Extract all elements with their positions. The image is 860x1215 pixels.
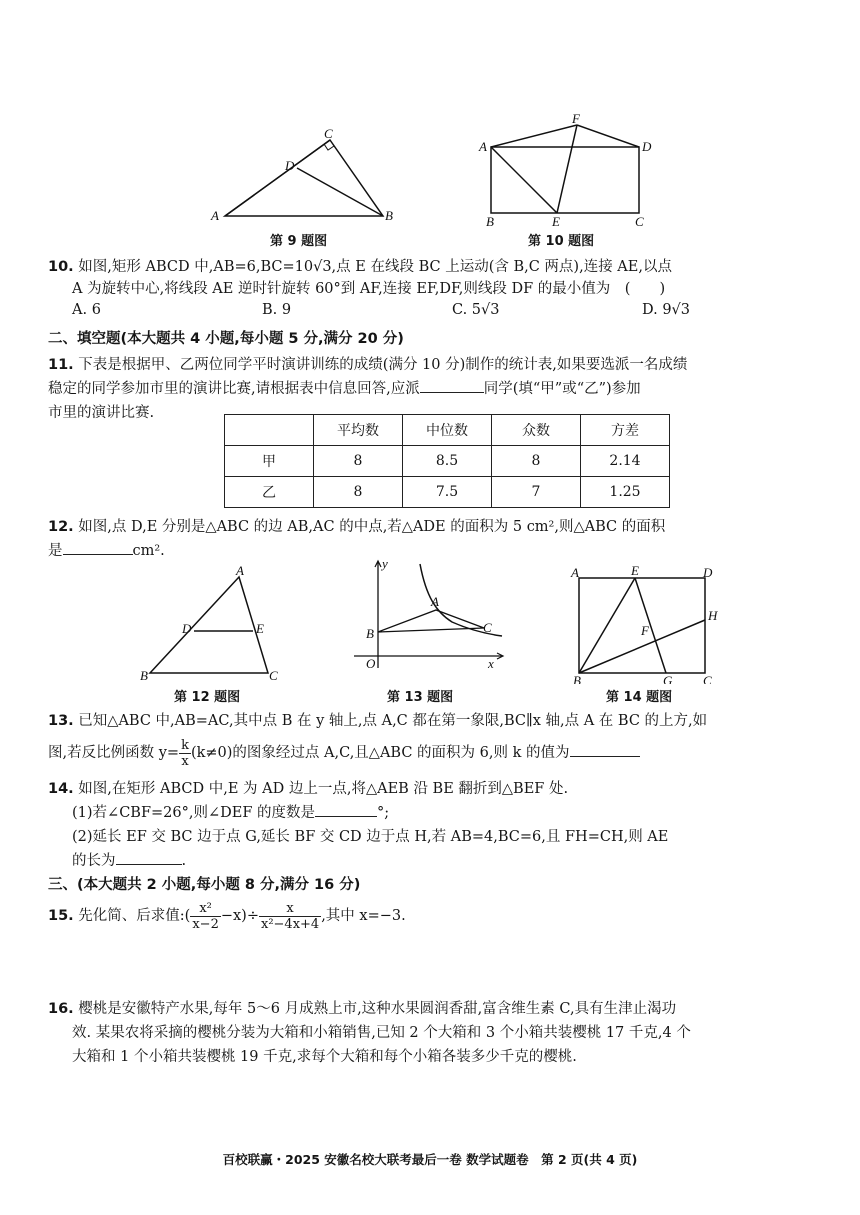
fig12-label-c: C xyxy=(269,668,278,683)
fig14-label-f: F xyxy=(641,623,649,638)
q10-option-c: C. 5√3 xyxy=(452,302,500,318)
fig9-caption: 第 9 题图 xyxy=(270,234,328,249)
q16-line1: 樱桃是安徽特产水果,每年 5～6 月成熟上市,这种水果圆润香甜,富含维生素 C,具有生津止渴功 xyxy=(78,1001,677,1017)
q14-line1: 如图,在矩形 ABCD 中,E 为 AD 边上一点,将△AEB 沿 BE 翻折到△BEF 处. xyxy=(78,781,569,797)
q10-line1: 如图,矩形 ABCD 中,AB=6,BC=10√3,点 E 在线段 BC 上运动(含 B,C 两点),连接 AE,以点 xyxy=(78,259,672,275)
table-cell: 7.5 xyxy=(403,477,492,508)
q15-fraction-1-numerator: x² xyxy=(190,901,221,917)
table-row xyxy=(225,477,670,508)
q15-fraction-2 xyxy=(259,901,321,932)
q14-number: 14. xyxy=(48,781,74,797)
figure-14 xyxy=(565,564,725,684)
q15-fraction-2-denominator: x²−4x+4 xyxy=(260,916,320,932)
q14-part1-unit: °; xyxy=(377,805,390,821)
q15-fraction-1 xyxy=(190,901,221,932)
q12-line2-unit: cm². xyxy=(132,543,165,559)
q11-line3: 市里的演讲比赛. xyxy=(48,405,155,421)
question-11 xyxy=(48,352,823,378)
fig13-label-a: A xyxy=(431,594,439,609)
fig9-label-d: D xyxy=(285,158,295,173)
q14-part2-tail: . xyxy=(181,853,187,869)
question-16 xyxy=(48,996,823,1022)
fig10-label-c: C xyxy=(635,214,644,228)
q10-number: 10. xyxy=(48,259,74,275)
q15-prefix: 先化简、后求值:( xyxy=(78,908,191,924)
q14-part1-text: (1)若∠CBF=26°,则∠DEF 的度数是 xyxy=(72,805,315,821)
question-14 xyxy=(48,776,823,802)
q13-fraction xyxy=(179,738,191,769)
q12-number: 12. xyxy=(48,519,74,535)
fig12-label-b: B xyxy=(140,668,148,683)
q15-middle: −x)÷ xyxy=(220,908,259,924)
question-13 xyxy=(48,708,823,734)
fig10-caption: 第 10 题图 xyxy=(528,234,595,249)
q14-part2-line2 xyxy=(72,848,847,874)
fig12-label-d: D xyxy=(182,621,192,636)
question-15 xyxy=(48,898,823,934)
fig10-label-b: B xyxy=(486,214,494,228)
table-header-row xyxy=(225,415,670,446)
table-header-cell xyxy=(225,415,314,446)
q14-part2-text: 的长为 xyxy=(72,853,116,869)
fig14-caption: 第 14 题图 xyxy=(606,690,673,705)
fig13-label-o: O xyxy=(366,656,376,671)
q13-answer-blank[interactable] xyxy=(570,742,640,757)
q12-line2-text: 是 xyxy=(48,543,63,559)
fig13-label-b: B xyxy=(366,626,374,641)
fig14-label-a: A xyxy=(571,565,579,580)
figure-10 xyxy=(475,113,665,228)
table-cell: 8 xyxy=(314,477,403,508)
fig13-label-y: y xyxy=(382,556,388,571)
q11-number: 11. xyxy=(48,357,74,373)
q10-option-b: B. 9 xyxy=(262,302,292,318)
fig10-label-e: E xyxy=(552,214,560,228)
fig14-label-e: E xyxy=(631,564,639,578)
fig13-label-c: C xyxy=(483,620,492,635)
question-12 xyxy=(48,514,823,540)
table-cell: 乙 xyxy=(225,477,314,508)
fig14-label-h: H xyxy=(708,608,718,623)
q14-part1-blank[interactable] xyxy=(315,802,377,817)
fig13-label-x: x xyxy=(488,656,494,671)
fig9-label-b: B xyxy=(385,208,393,223)
table-cell: 8.5 xyxy=(403,446,492,477)
fig12-label-a: A xyxy=(236,565,244,578)
section-2-heading: 二、填空题(本大题共 4 小题,每小题 5 分,满分 20 分) xyxy=(48,331,404,347)
fig10-label-a: A xyxy=(479,139,487,154)
q13-fraction-denominator: x xyxy=(181,753,189,769)
table-cell: 2.14 xyxy=(581,446,670,477)
fig14-label-b: B xyxy=(573,673,581,684)
table-cell: 1.25 xyxy=(581,477,670,508)
q11-line2 xyxy=(48,376,823,402)
q11-line2-text: 稳定的同学参加市里的演讲比赛,请根据表中信息回答,应派 xyxy=(48,381,420,397)
fig14-label-c: C xyxy=(703,673,712,684)
fig12-label-e: E xyxy=(256,621,264,636)
table-row xyxy=(225,446,670,477)
q11-line1: 下表是根据甲、乙两位同学平时演讲训练的成绩(满分 10 分)制作的统计表,如果要选派一名成绩 xyxy=(78,357,688,373)
fig14-label-g: G xyxy=(663,673,673,684)
q14-part1 xyxy=(72,800,847,826)
table-header-cell: 中位数 xyxy=(403,415,492,446)
q13-fraction-numerator: k xyxy=(181,737,189,753)
table-cell: 8 xyxy=(314,446,403,477)
q15-number: 15. xyxy=(48,908,74,924)
figure-12 xyxy=(138,565,288,683)
fig9-label-c: C xyxy=(324,128,333,141)
q15-suffix: ,其中 x=−3. xyxy=(321,908,406,924)
q13-line2-text: 图,若反比例函数 y= xyxy=(48,745,180,761)
q11-stats-table xyxy=(224,414,670,508)
q11-line2-tail: 同学(填“甲”或“乙”)参加 xyxy=(483,381,641,397)
fig14-label-d: D xyxy=(703,565,713,580)
fig12-caption: 第 12 题图 xyxy=(174,690,241,705)
figure-9 xyxy=(205,128,405,228)
table-header-cell: 平均数 xyxy=(314,415,403,446)
q12-line1: 如图,点 D,E 分别是△ABC 的边 AB,AC 的中点,若△ADE 的面积为 5 cm²,则△ABC 的面积 xyxy=(78,519,666,535)
section-3-heading: 三、(本大题共 2 小题,每小题 8 分,满分 16 分) xyxy=(48,877,361,893)
q15-fraction-1-denominator: x−2 xyxy=(192,916,219,932)
q13-line1: 已知△ABC 中,AB=AC,其中点 B 在 y 轴上,点 A,C 都在第一象限,BC∥x 轴,点 A 在 BC 的上方,如 xyxy=(78,713,708,729)
q11-answer-blank[interactable] xyxy=(420,378,484,393)
fig10-label-d: D xyxy=(642,139,652,154)
page-footer: 百校联赢・2025 安徽名校大联考最后一卷 数学试题卷 第 2 页(共 4 页) xyxy=(222,1152,638,1167)
q12-answer-blank[interactable] xyxy=(63,540,133,555)
q10-option-d: D. 9√3 xyxy=(642,302,691,318)
q10-option-a: A. 6 xyxy=(72,302,101,318)
q16-line3: 大箱和 1 个小箱共装樱桃 19 千克,求每个大箱和每个小箱各装多少千克的樱桃. xyxy=(72,1049,577,1065)
q10-line2: A 为旋转中心,将线段 AE 逆时针旋转 60°到 AF,连接 EF,DF,则线段 DF 的最小值为 ( ) xyxy=(72,281,666,297)
table-cell: 8 xyxy=(492,446,581,477)
q15-fraction-2-numerator: x xyxy=(259,901,321,917)
table-cell: 7 xyxy=(492,477,581,508)
q13-line2 xyxy=(48,736,823,770)
table-cell: 甲 xyxy=(225,446,314,477)
q16-line2: 效. 某果农将采摘的樱桃分装为大箱和小箱销售,已知 2 个大箱和 3 个小箱共装樱桃 17 千克,4 个 xyxy=(72,1025,691,1041)
q16-number: 16. xyxy=(48,1001,74,1017)
q14-part2: (2)延长 EF 交 BC 边于点 G,延长 BF 交 CD 边于点 H,若 AB=4,BC=6,且 FH=CH,则 AE xyxy=(72,829,669,845)
q13-line2-tail: (k≠0)的图象经过点 A,C,且△ABC 的面积为 6,则 k 的值为 xyxy=(190,745,570,761)
fig9-label-a: A xyxy=(211,208,219,223)
fig13-caption: 第 13 题图 xyxy=(387,690,454,705)
figure-13 xyxy=(352,556,512,676)
table-header-cell: 众数 xyxy=(492,415,581,446)
q13-number: 13. xyxy=(48,713,74,729)
table-header-cell: 方差 xyxy=(581,415,670,446)
fig10-label-f: F xyxy=(572,113,580,126)
q14-part2-blank[interactable] xyxy=(116,850,182,865)
